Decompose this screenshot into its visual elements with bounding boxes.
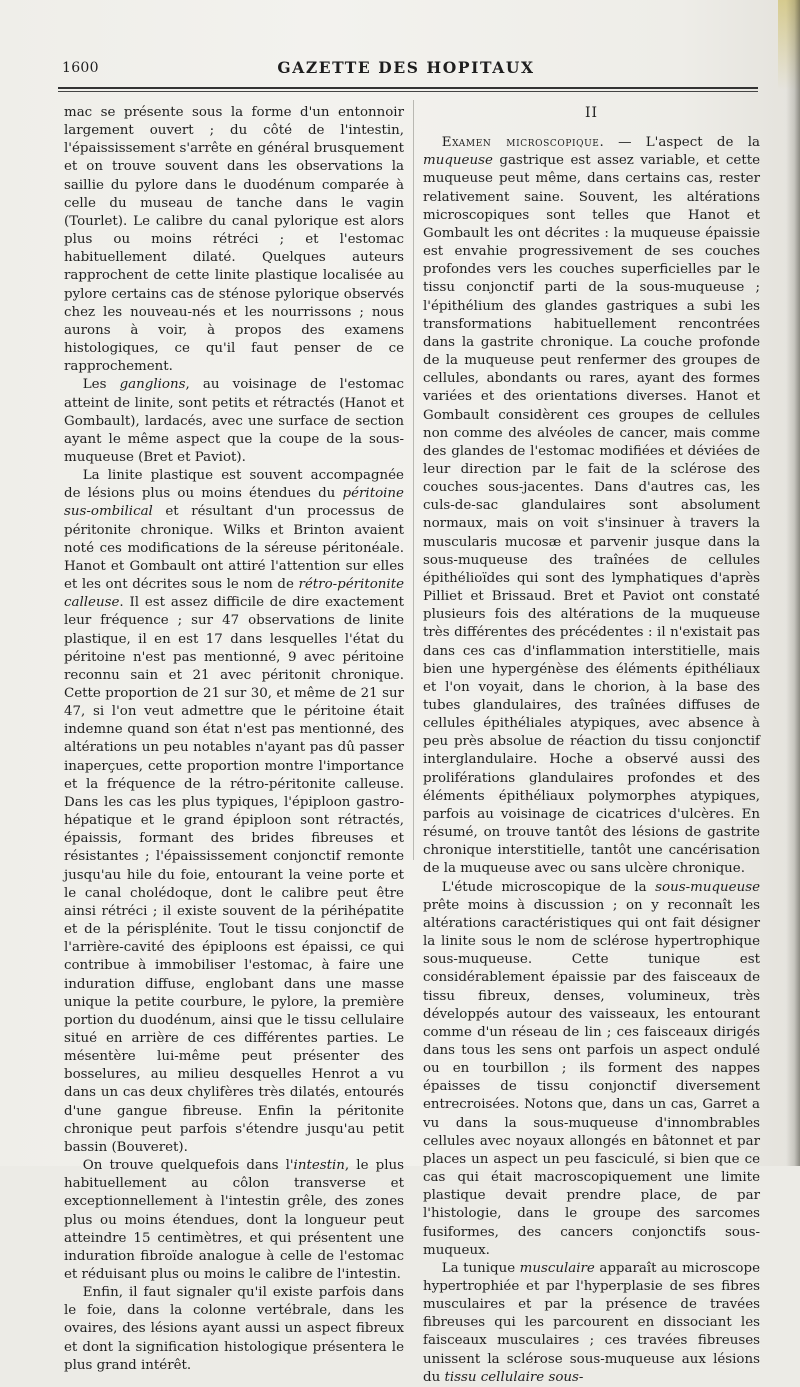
paragraph: mac se présente sous la forme d'un entonnoir largement ouvert ; du côté de l'intestin, l'épaississement s'arrête en général brusquement et on trouve souvent dans les observations la saillie du pylore dans le duodénum comparée à celle du museau de tanche dans le vagin (Tourlet). Le calibre du canal pylorique est alors plus ou moins rétréci ; et l'estomac habituellement dilaté. Quelques auteurs rapprochent de cette linite plastique localisée au pylore certains cas de sténose pylorique observés chez les nouveau-nés et les nourrissons ; nous aurons à voir, à propos des examens histologiques, ce qu'il faut penser de ce rapprochement.	[64, 105, 404, 375]
running-title: GAZETTE DES HOPITAUX	[277, 58, 535, 77]
emphasis: péritoine sus-ombilical	[64, 486, 404, 520]
emphasis: sous-muqueuse	[655, 879, 760, 895]
page-header	[62, 54, 750, 84]
emphasis: rétro-péritonite calleuse	[64, 577, 404, 611]
header-rule	[58, 87, 758, 92]
paragraph: La tunique musculaire apparaît au microscope hypertrophiée et par l'hyperplasie de ses fibres musculaires et par la présence de travées fibreuses qui les parcourent en dissociant les faisceaux musculaires ; ces travées fibreuses unissent la sclérose sous-muqueuse aux lésions du tissu cellulaire sous-	[423, 1260, 760, 1385]
column-divider	[413, 100, 414, 860]
section-number: II	[584, 105, 599, 121]
paragraph: Les ganglions, au voisinage de l'estomac atteint de linite, sont petits et rétractés (Hanot et Gombault), lardacés, avec une surface de section ayant le même aspect que la coupe de la sous-muqueuse (Bret et Paviot).	[64, 377, 404, 465]
emphasis: ganglions	[119, 377, 186, 393]
paragraph: On trouve quelquefois dans l'intestin, le plus habituellement au côlon transverse et exceptionnellement à l'intestin grêle, des zones plus ou moins étendues, dont la longueur peut atteindre 15 centimètres, et qui présentent une induration fibroïde analogue à celle de l'estomac et réduisant plus ou moins le calibre de l'intestin.	[64, 1158, 404, 1282]
paragraph: Enfin, il faut signaler qu'il existe parfois dans le foie, dans la colonne vertébrale, dans les ovaires, des lésions ayant aussi un aspect fibreux et dont la signification histologique présentera le plus grand intérêt.	[64, 1285, 404, 1373]
emphasis: intestin	[293, 1158, 345, 1174]
paragraph: La linite plastique est souvent accompagnée de lésions plus ou moins étendues du péritoine sus-ombilical et résultant d'un processus de péritonite chronique. Wilks et Brinton avaient noté ces modifications de la séreuse péritonéale. Hanot et Gombault ont attiré l'attention sur elles et les ont décrites sous le nom de rétro-péritonite calleuse. Il est assez difficile de dire exactement leur fréquence ; sur 47 observations de linite plastique, il en est 17 dans lesquelles l'état du péritoine n'est pas mentionné, 9 avec péritoine reconnu sain et 21 avec péritonit chronique. Cette proportion de 21 sur 30, et même de 21 sur 47, si l'on veut admettre que le péritoine était indemne quand son état n'est pas mentionné, des altérations un peu notables n'ayant pas dû passer inaperçues, cette proportion montre l'importance et la fréquence de la rétro-péritonite calleuse. Dans les cas les plus typiques, l'épiploon gastro-hépatique et le grand épiploon sont rétractés, épaissis, formant des brides fibreuses et résistantes ; l'épaississement conjonctif remonte jusqu'au hile du foie, entourant la veine porte et le canal cholédoque, dont le calibre peut être ainsi rétréci ; il existe souvent de la périhépatite et de la périsplénite. Tout le tissu conjonctif de l'arrière-cavité des épiploons est épaissi, ce qui contribue à immobiliser l'estomac, à faire une induration diffuse, englobant dans une masse unique la petite courbure, le pylore, la première portion du duodénum, ainsi que le tissu cellulaire situé en arrière de ces différentes parties. Le mésentère lui-même peut présenter des bosselures, au milieu desquelles Henrot a vu dans un cas deux chylifères très dilatés, entourés d'une gangue fibreuse. Enfin la péritonite chronique peut parfois s'étendre jusqu'au petit bassin (Bouveret).	[64, 468, 404, 1155]
right-column	[423, 104, 760, 1387]
paragraph: L'étude microscopique de la sous-muqueuse prête moins à discussion ; on y reconnaît les altérations caractéristiques qui ont fait désigner la linite sous le nom de sclérose hypertrophique sous-muqueuse. Cette tunique est considérablement épaissie par des faisceaux de tissu fibreux, denses, volumineux, très développés autour des vaisseaux, les entourant comme d'un réseau de lin ; ces faisceaux dirigés dans tous les sens ont parfois un aspect ondulé ou en tourbillon ; ils forment des nappes épaisses de tissu conjonctif diversement entrecroisées. Notons que, dans un cas, Garret a vu dans la sous-muqueuse d'innombrables cellules avec noyaux allongés en bâtonnet et par places un aspect un peu fasciculé, si bien que ce cas qui était macroscopiquement une limite plastique devait prendre place, de par l'histologie, dans le groupe des sarcomes fusiformes, des cancers conjonctifs sous-muqueux.	[423, 879, 760, 1258]
emphasis: musculaire	[519, 1260, 595, 1276]
paragraph: Examen microscopique. — L'aspect de la muqueuse gastrique est assez variable, et cette muqueuse peut même, dans certains cas, rester relativement saine. Souvent, les altérations microscopiques sont telles que Hanot et Gombault les ont décrites : la muqueuse épaissie est envahie progressivement de ses couches profondes vers les couches superficielles par le tissu conjonctif parti de la sous-muqueuse ; l'épithélium des glandes gastriques a subi les transformations habituellement rencontrées dans la gastrite chronique. La couche profonde de la muqueuse peut renfermer des groupes de cellules, abondants ou rares, ayant des formes variées et des orientations diverses. Hanot et Gombault considèrent ces groupes de cellules non comme des alvéoles de cancer, mais comme des glandes de l'estomac modifiées et déviées de leur direction par le fait de la sclérose des couches sous-jacentes. Dans d'autres cas, les culs-de-sac glandulaires sont absolument normaux, mais on voit s'insinuer à travers la muscularis mucosæ et parvenir jusque dans la sous-muqueuse des traînées de cellules épithélioïdes qui sont des lymphatiques d'après Pilliet et Brissaud. Bret et Paviot ont constaté plusieurs fois des altérations de la muqueuse très différentes des précédentes : il n'existait pas dans ces cas d'inflammation interstitielle, mais bien une hypergénèse des éléments épithéliaux et l'on voyait, dans le chorion, à la base des tubes glandulaires, des traînées diffuses de cellules épithéliales atypiques, avec absence à peu près absolue de réaction du tissu conjonctif interglandulaire. Hoche a observé aussi des proliférations glandulaires profondes et des éléments épithéliaux polymorphes atypiques, parfois au voisinage de cicatrices d'ulcères. En résumé, on trouve tantôt des lésions de gastrite chronique interstitielle, tantôt une cancérisation de la muqueuse avec ou sans ulcère chronique.	[423, 135, 760, 877]
left-column	[64, 104, 404, 1375]
page-edge-shadow	[786, 0, 800, 1166]
section-heading: Examen microscopique	[441, 135, 600, 151]
emphasis: muqueuse	[423, 153, 493, 169]
page-number: 1600	[62, 60, 99, 76]
emphasis: tissu cellulaire sous-	[444, 1369, 584, 1385]
